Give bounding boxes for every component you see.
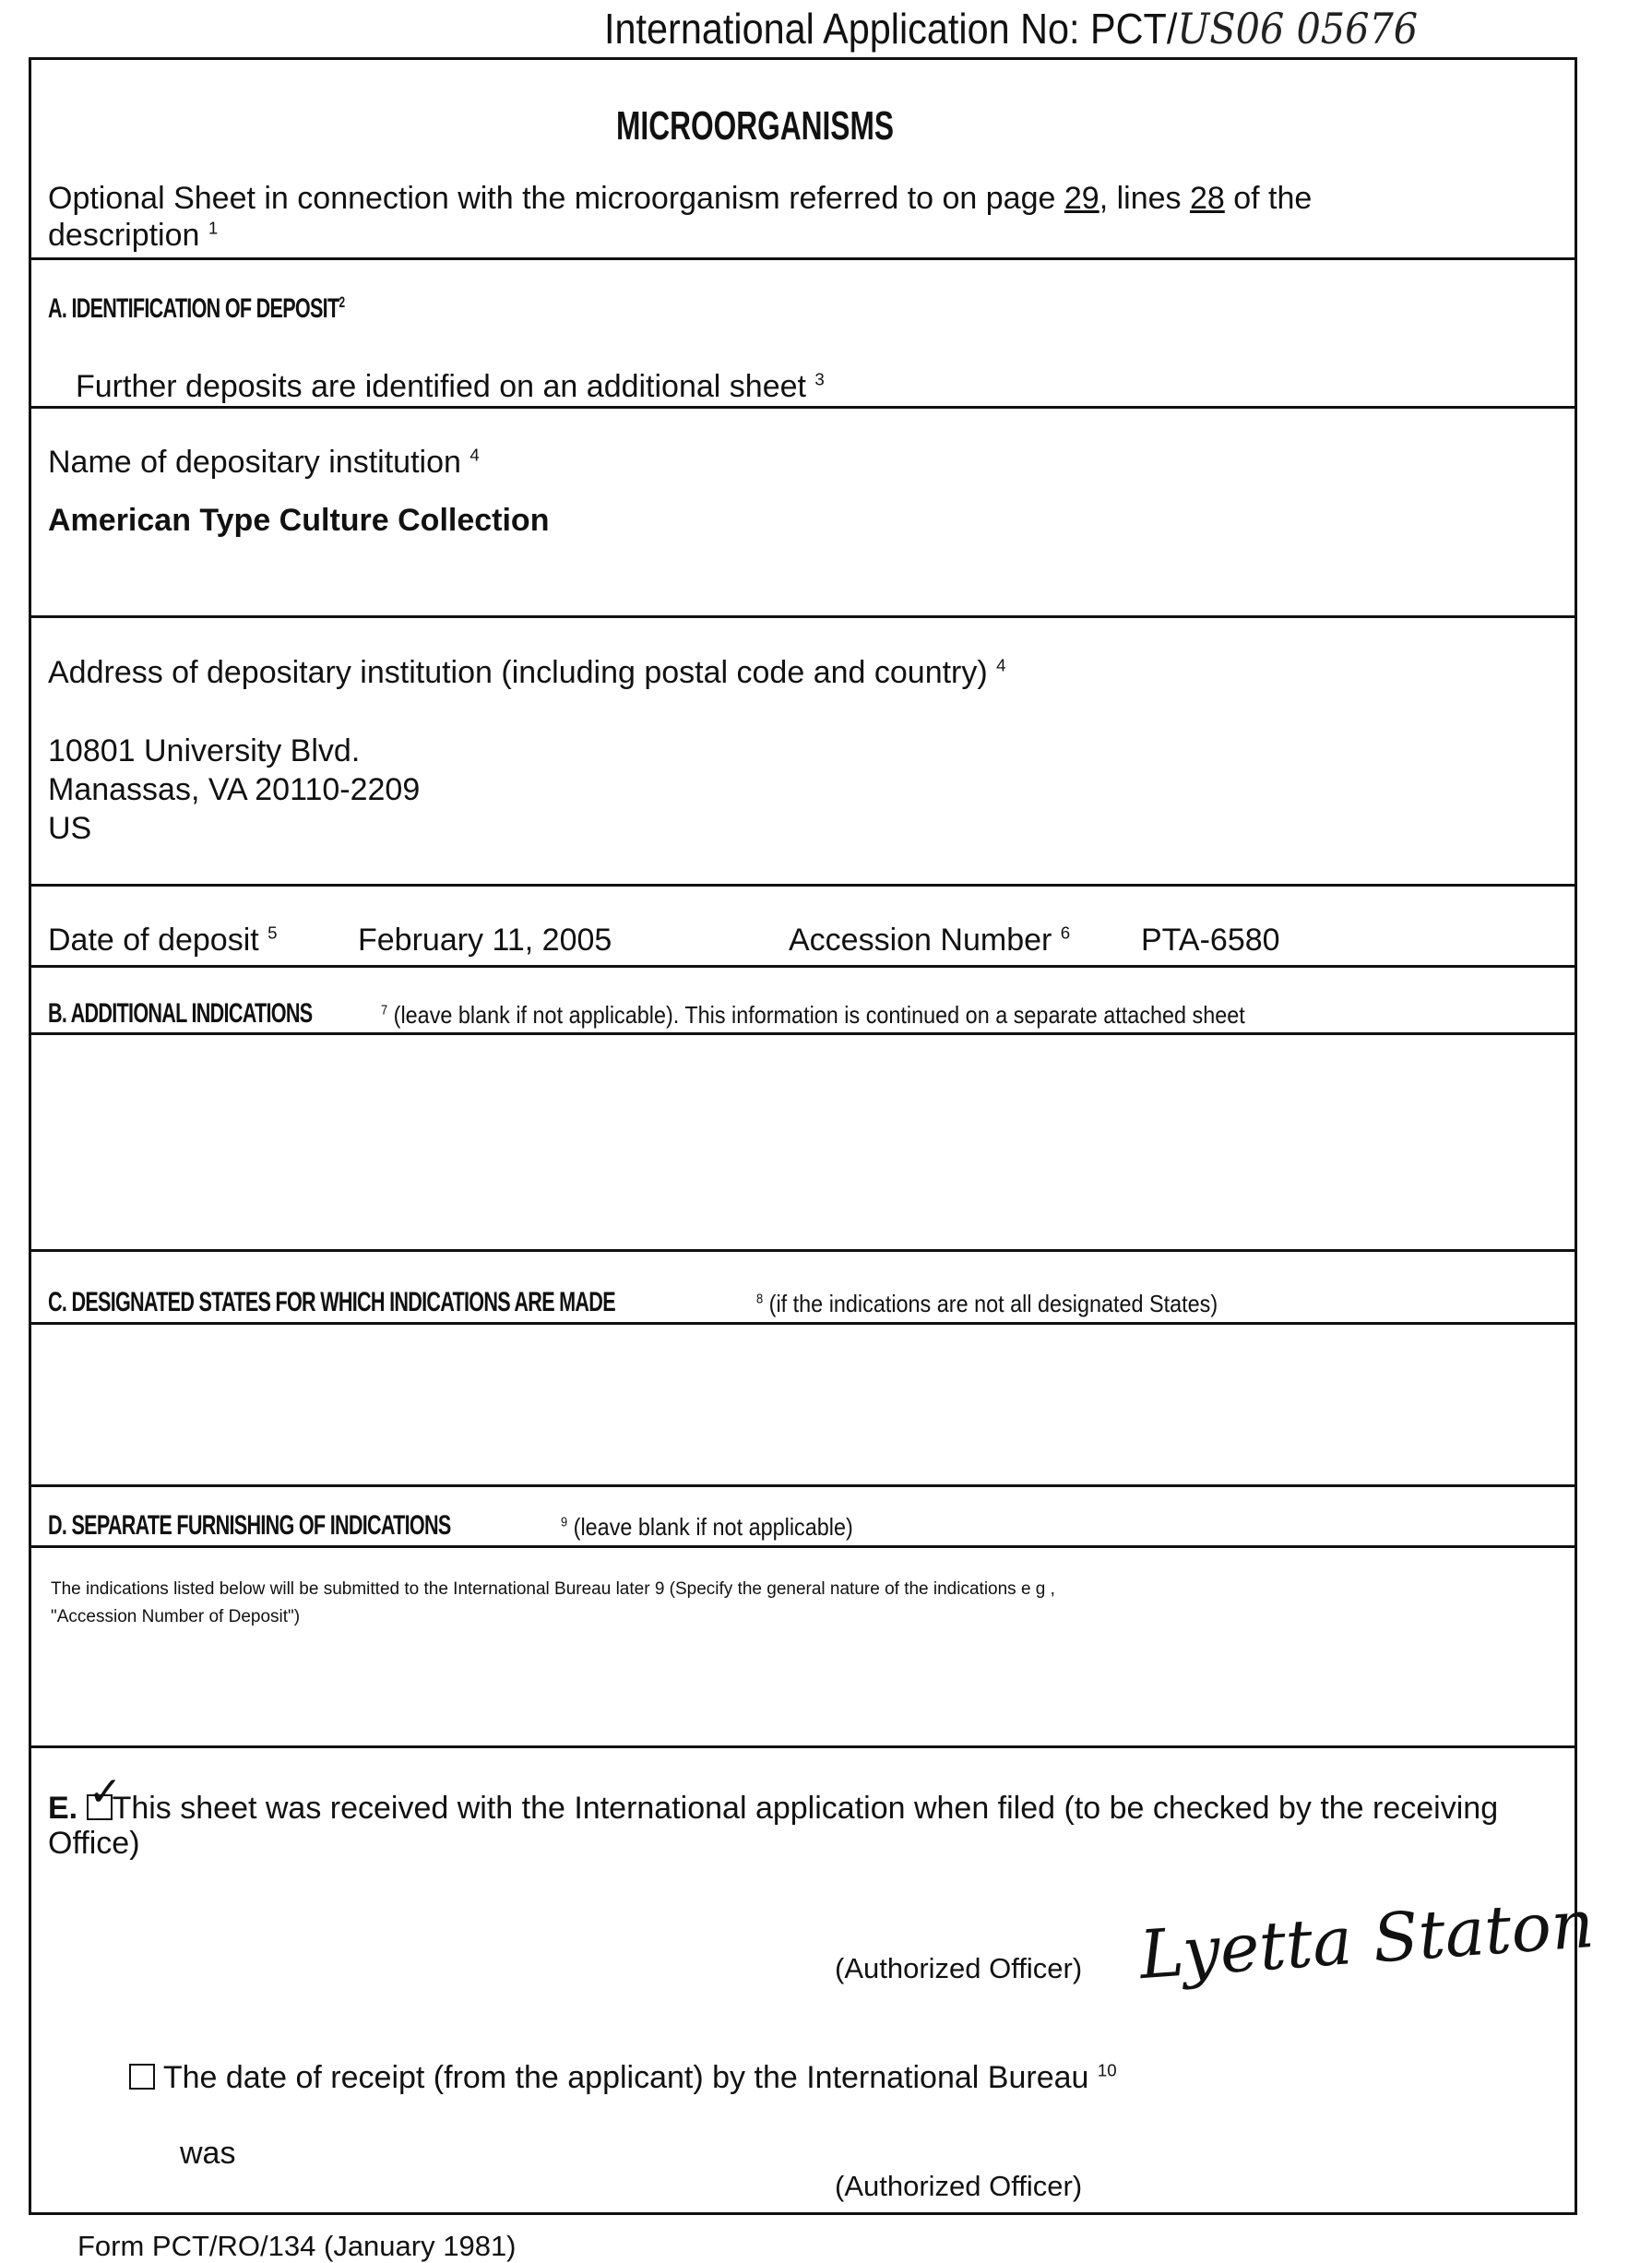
handwritten-application-number: US06 05676 bbox=[1177, 4, 1418, 54]
divider bbox=[29, 406, 1577, 409]
divider bbox=[29, 1322, 1577, 1325]
date-value: February 11, 2005 bbox=[358, 923, 612, 959]
address-label-text: Address of depositary institution (including postal code and country) bbox=[48, 655, 988, 690]
section-d-body: "Accession Number of Deposit") bbox=[51, 1607, 300, 1627]
section-d-heading bbox=[48, 1510, 607, 1542]
application-number-label bbox=[604, 4, 1418, 54]
section-b-heading bbox=[48, 998, 415, 1030]
section-b-desc: (leave blank if not applicable). This information is continued on a separate attached sheet bbox=[394, 1001, 1245, 1029]
intro-suffix: of the bbox=[1233, 181, 1312, 216]
further-deposits bbox=[76, 369, 825, 405]
footnote-ref: 9 bbox=[561, 1515, 567, 1530]
accession-label: Accession Number bbox=[789, 923, 1052, 958]
section-b-title: B. ADDITIONAL INDICATIONS bbox=[48, 998, 312, 1030]
address-label bbox=[48, 655, 1006, 691]
intro-mid: , lines bbox=[1099, 181, 1182, 216]
divider bbox=[29, 965, 1577, 968]
divider bbox=[29, 1545, 1577, 1548]
bottom-border bbox=[29, 2212, 1577, 2215]
divider bbox=[29, 884, 1577, 887]
receipt-text: The date of receipt (from the applicant) by the International Bureau bbox=[163, 2060, 1089, 2095]
receipt-checkbox[interactable] bbox=[129, 2064, 155, 2090]
section-d-body: The indications listed below will be submitted to the International Bureau later 9 (Specify the general nature of the indications e g , bbox=[51, 1579, 1055, 1600]
form-footer: Form PCT/RO/134 (January 1981) bbox=[77, 2230, 517, 2263]
intro-prefix: Optional Sheet in connection with the microorganism referred to on page bbox=[48, 181, 1055, 216]
footnote-ref: 5 bbox=[267, 923, 277, 943]
intro-line2 bbox=[48, 218, 218, 254]
section-e-text: This sheet was received with the International application when filed (to be checked by the receiving bbox=[113, 1791, 1499, 1826]
footnote-ref: 4 bbox=[469, 446, 479, 465]
application-label: International Application No: PCT/ bbox=[604, 5, 1177, 53]
divider bbox=[29, 1032, 1577, 1035]
section-c-text bbox=[756, 1290, 1218, 1318]
footnote-ref: 4 bbox=[996, 656, 1005, 675]
divider bbox=[29, 1249, 1577, 1252]
divider bbox=[29, 257, 1577, 260]
section-b-text bbox=[381, 1001, 1245, 1030]
accession-number bbox=[789, 923, 1070, 959]
section-d-title: D. SEPARATE FURNISHING OF INDICATIONS bbox=[48, 1510, 451, 1542]
section-a-title: A. IDENTIFICATION OF DEPOSIT bbox=[48, 293, 339, 324]
section-d-text bbox=[561, 1513, 853, 1542]
section-e-label: E. bbox=[48, 1791, 77, 1826]
intro-description: description bbox=[48, 218, 199, 253]
intro-text bbox=[48, 181, 1312, 217]
page-number: 29 bbox=[1064, 181, 1099, 216]
footnote-ref: 8 bbox=[756, 1292, 763, 1306]
address-line: Manassas, VA 20110-2209 bbox=[48, 772, 420, 808]
signature: Lyetta Staton bbox=[1137, 1885, 1597, 1994]
footnote-ref: 2 bbox=[339, 294, 344, 311]
section-d-desc: (leave blank if not applicable) bbox=[574, 1513, 853, 1541]
line-number: 28 bbox=[1190, 181, 1225, 216]
checkmark-icon: ✓ bbox=[89, 1772, 123, 1813]
footnote-ref: 6 bbox=[1061, 923, 1070, 943]
footnote-ref: 7 bbox=[381, 1003, 387, 1018]
top-border bbox=[29, 57, 1577, 60]
was-label: was bbox=[180, 2136, 235, 2172]
institution-name-label bbox=[48, 445, 480, 481]
name-label: Name of depositary institution bbox=[48, 445, 461, 480]
section-c-desc: (if the indications are not all designated States) bbox=[769, 1290, 1218, 1317]
left-border bbox=[29, 57, 31, 2215]
section-e-statement bbox=[48, 1791, 1498, 1827]
receipt-statement bbox=[129, 2060, 1117, 2096]
address-line: 10801 University Blvd. bbox=[48, 733, 360, 769]
section-c-title: C. DESIGNATED STATES FOR WHICH INDICATIONS ARE MADE bbox=[48, 1287, 615, 1318]
institution-name-value: American Type Culture Collection bbox=[48, 503, 549, 539]
divider bbox=[29, 1484, 1577, 1487]
divider bbox=[29, 1745, 1577, 1748]
authorized-officer-label-2: (Authorized Officer) bbox=[835, 2170, 1082, 2203]
page-title: MICROORGANISMS bbox=[616, 103, 894, 149]
footnote-ref: 3 bbox=[814, 370, 824, 389]
further-deposits-text: Further deposits are identified on an additional sheet bbox=[76, 369, 806, 404]
address-line: US bbox=[48, 811, 91, 847]
section-c-heading bbox=[48, 1287, 836, 1318]
received-checkbox[interactable] bbox=[87, 1794, 113, 1820]
footnote-ref: 10 bbox=[1098, 2061, 1117, 2080]
accession-value: PTA-6580 bbox=[1141, 923, 1280, 959]
footnote-ref: 1 bbox=[208, 219, 218, 238]
divider bbox=[29, 615, 1577, 618]
date-of-deposit bbox=[48, 923, 278, 959]
section-e-line2: Office) bbox=[48, 1826, 140, 1862]
date-label: Date of deposit bbox=[48, 923, 259, 958]
authorized-officer-label: (Authorized Officer) bbox=[835, 1952, 1082, 1985]
section-a-heading bbox=[48, 293, 344, 325]
